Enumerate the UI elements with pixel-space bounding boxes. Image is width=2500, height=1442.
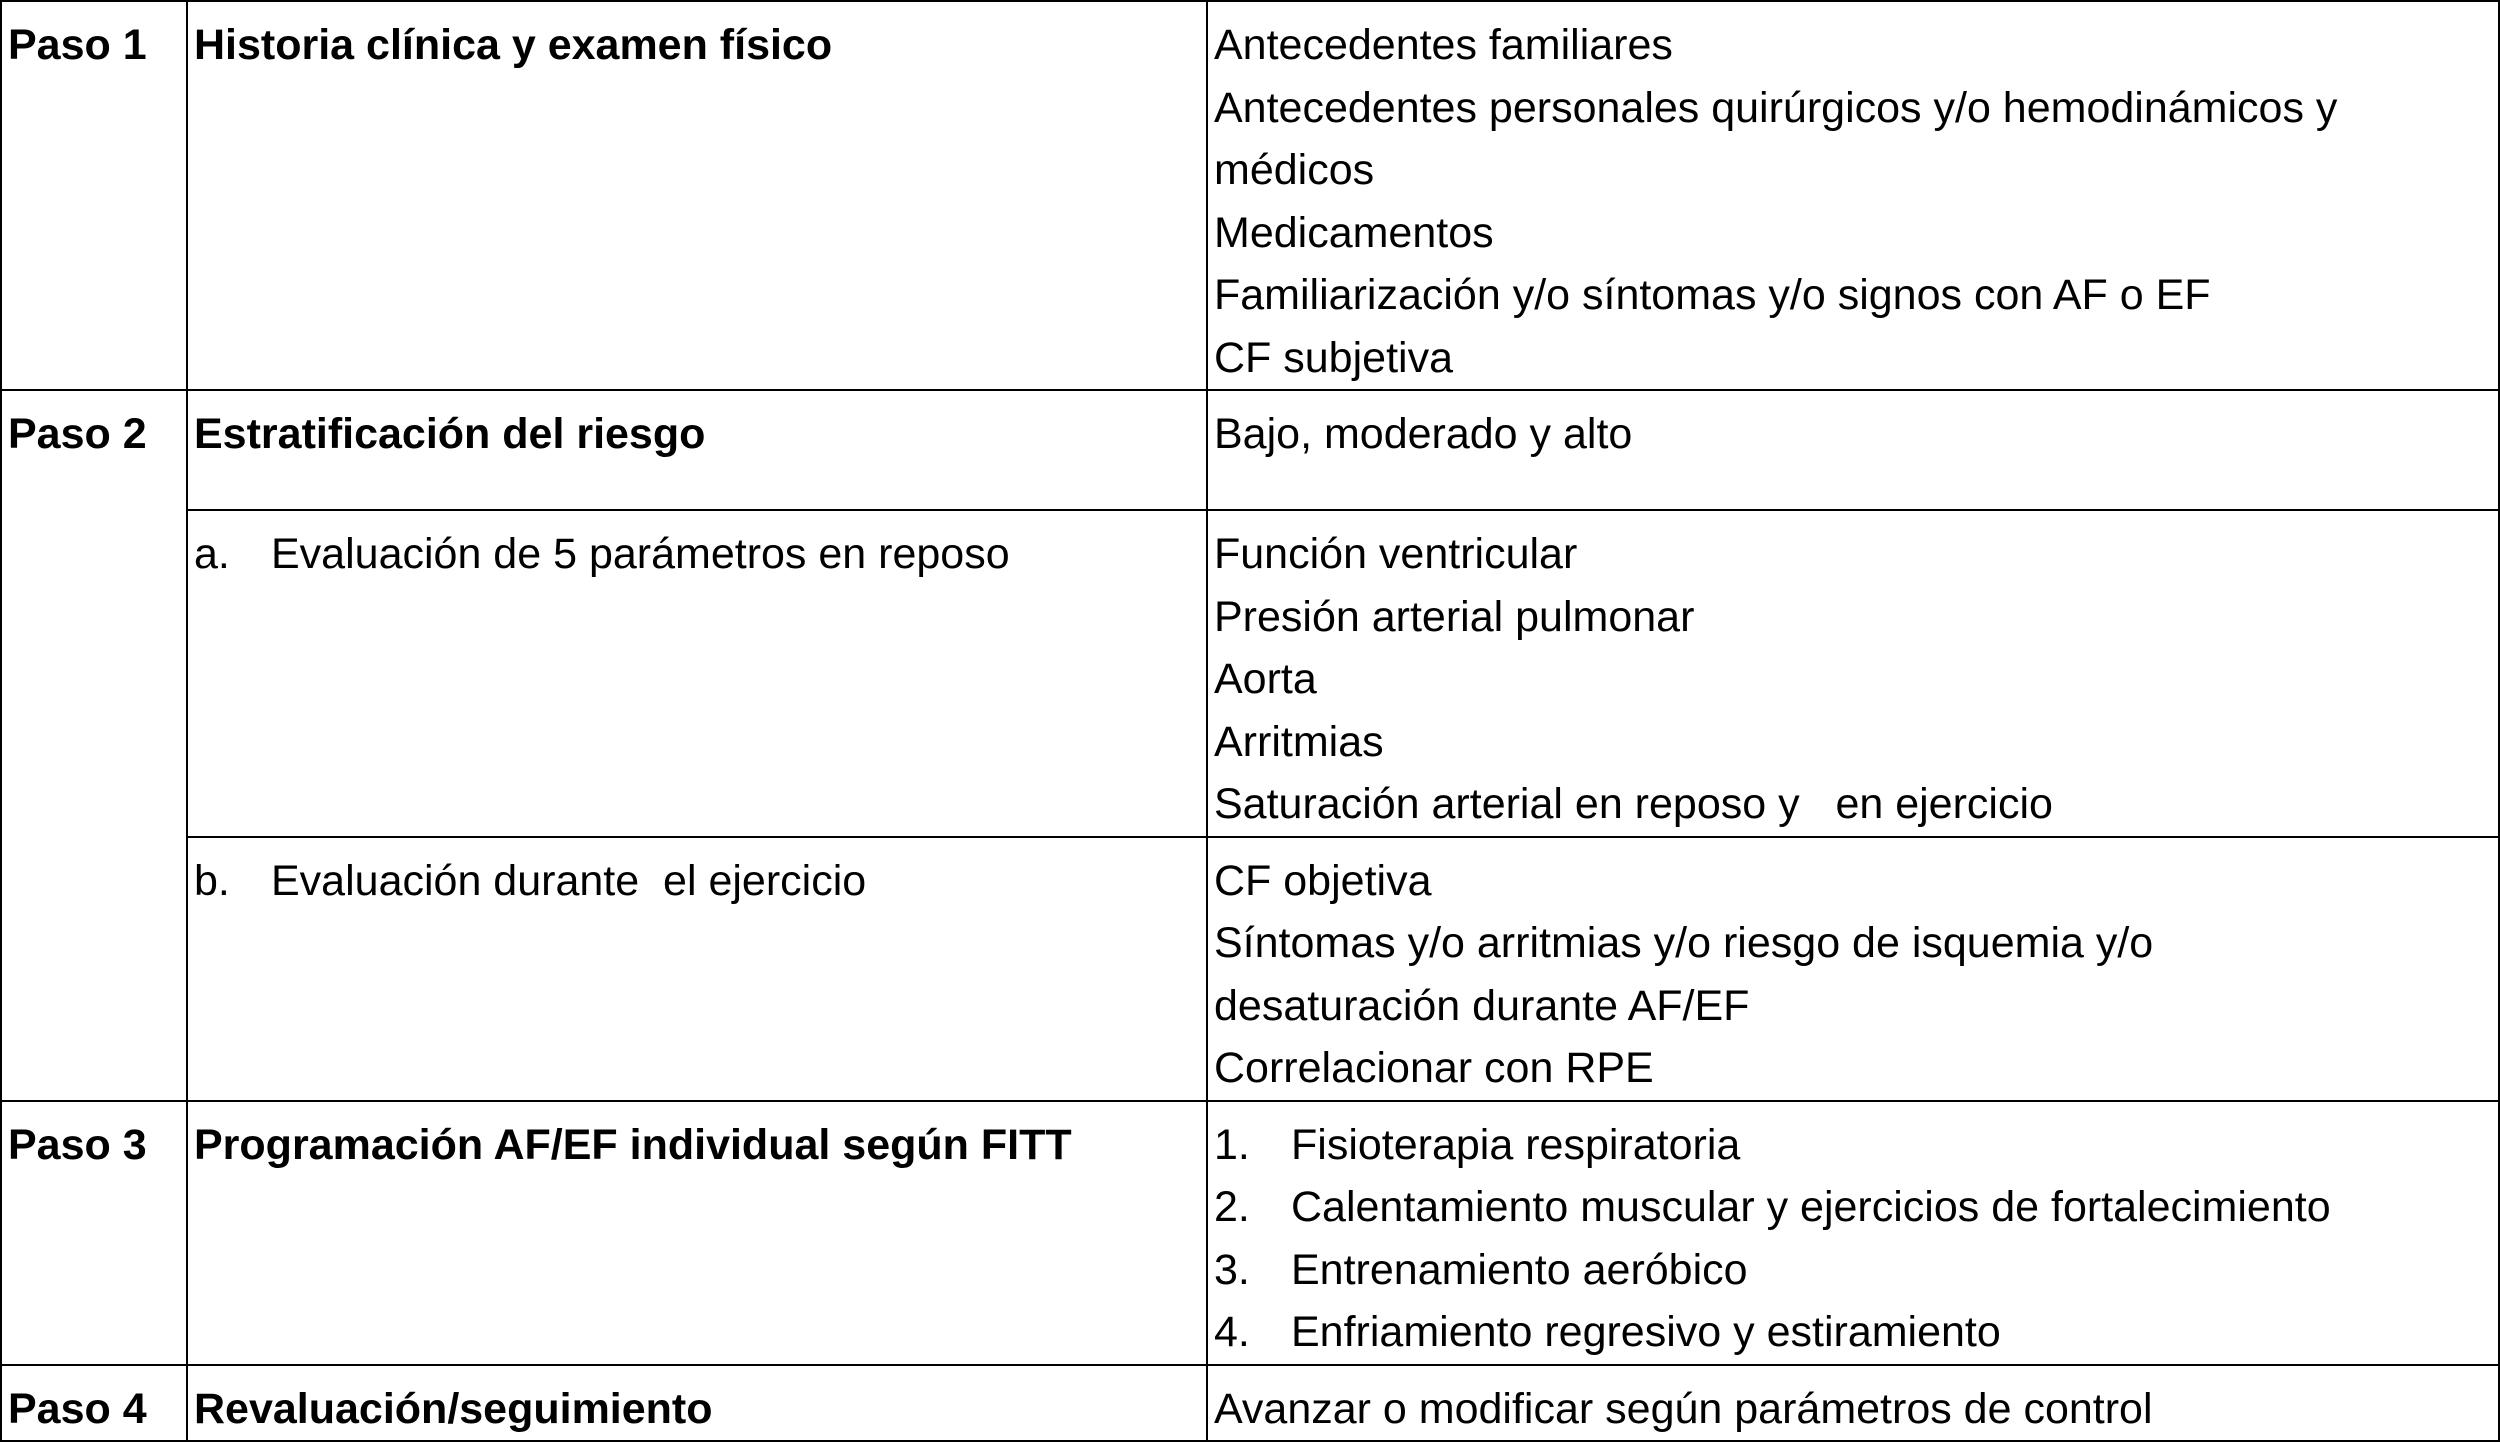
- row-paso-4: [1, 1365, 2499, 1442]
- step-title: [187, 1, 1207, 390]
- step-label: [1, 390, 187, 1101]
- detail-line: Medicamentos: [1214, 208, 1494, 257]
- step-title: [187, 390, 1207, 510]
- sub-step-title: [187, 510, 1207, 837]
- row-paso-3: [1, 1101, 2499, 1365]
- item-number: 3.: [1214, 1245, 1250, 1294]
- sub-step-title: [187, 837, 1207, 1101]
- row-paso-2-sub-a: [1, 510, 2499, 837]
- detail-line: Saturación arterial en reposo y en ejercicio: [1214, 780, 2053, 828]
- step-title: [187, 1101, 1207, 1365]
- step-2-title: Estratificación del riesgo: [194, 410, 706, 458]
- step-4-label: Paso 4: [8, 1384, 147, 1433]
- row-paso-2: [1, 390, 2499, 510]
- item-text: Entrenamiento aeróbico: [1291, 1245, 1748, 1294]
- row-paso-2-sub-b: [1, 837, 2499, 1101]
- step-details: [1207, 1101, 2499, 1365]
- step-details: [1207, 390, 2499, 510]
- step-details: [1207, 1365, 2499, 1442]
- sub-step-label: Evaluación de 5 parámetros en reposo: [271, 530, 1010, 578]
- detail-line: Correlacionar con RPE: [1214, 1044, 1654, 1092]
- numbered-item: [1214, 1239, 2492, 1302]
- row-paso-1: [1, 1, 2499, 390]
- step-1-title: Historia clínica y examen físico: [194, 21, 833, 69]
- numbered-item: [1214, 1176, 2492, 1239]
- detail-line: Antecedentes familiares: [1214, 21, 1673, 69]
- step-details: [1207, 1, 2499, 390]
- detail-line: Función ventricular: [1214, 530, 1578, 578]
- detail-line: Familiarización y/o síntomas y/o signos con AF o EF: [1214, 271, 2211, 319]
- detail-line: CF objetiva: [1214, 856, 1432, 905]
- step-details: [1207, 837, 2499, 1101]
- sub-step-marker: b.: [194, 856, 230, 905]
- step-label: [1, 1, 187, 390]
- step-title: [187, 1365, 1207, 1442]
- item-number: 2.: [1214, 1183, 1250, 1231]
- detail-line: Aorta: [1214, 655, 1317, 703]
- numbered-item: [1214, 1301, 2492, 1364]
- step-3-title: Programación AF/EF individual según FITT: [194, 1120, 1072, 1169]
- step-details: [1207, 510, 2499, 837]
- detail-line: Antecedentes personales quirúrgicos y/o hemodinámicos y médicos: [1214, 83, 2338, 194]
- step-4-title: Revaluación/seguimiento: [194, 1384, 713, 1433]
- step-2-label: Paso 2: [8, 410, 147, 458]
- detail-line: Avanzar o modificar según parámetros de control: [1214, 1384, 2153, 1433]
- sub-step-label: Evaluación durante el ejercicio: [271, 856, 867, 905]
- step-1-label: Paso 1: [8, 21, 147, 69]
- sub-step-marker: a.: [194, 530, 230, 578]
- numbered-item: [1214, 1114, 2492, 1177]
- item-text: Enfriamiento regresivo y estiramiento: [1291, 1308, 2001, 1356]
- item-text: Calentamiento muscular y ejercicios de fortalecimiento: [1291, 1183, 2331, 1231]
- detail-line: Síntomas y/o arritmias y/o riesgo de isquemia y/o desaturación durante AF/EF: [1214, 919, 2154, 1030]
- item-text: Fisioterapia respiratoria: [1291, 1120, 1741, 1169]
- step-label: [1, 1365, 187, 1442]
- step-3-label: Paso 3: [8, 1120, 147, 1169]
- detail-line: CF subjetiva: [1214, 333, 1453, 382]
- item-number: 4.: [1214, 1308, 1250, 1356]
- detail-line: Presión arterial pulmonar: [1214, 592, 1695, 641]
- item-number: 1.: [1214, 1120, 1250, 1169]
- detail-line: Arritmias: [1214, 717, 1384, 766]
- detail-line: Bajo, moderado y alto: [1214, 410, 1633, 458]
- step-label: [1, 1101, 187, 1365]
